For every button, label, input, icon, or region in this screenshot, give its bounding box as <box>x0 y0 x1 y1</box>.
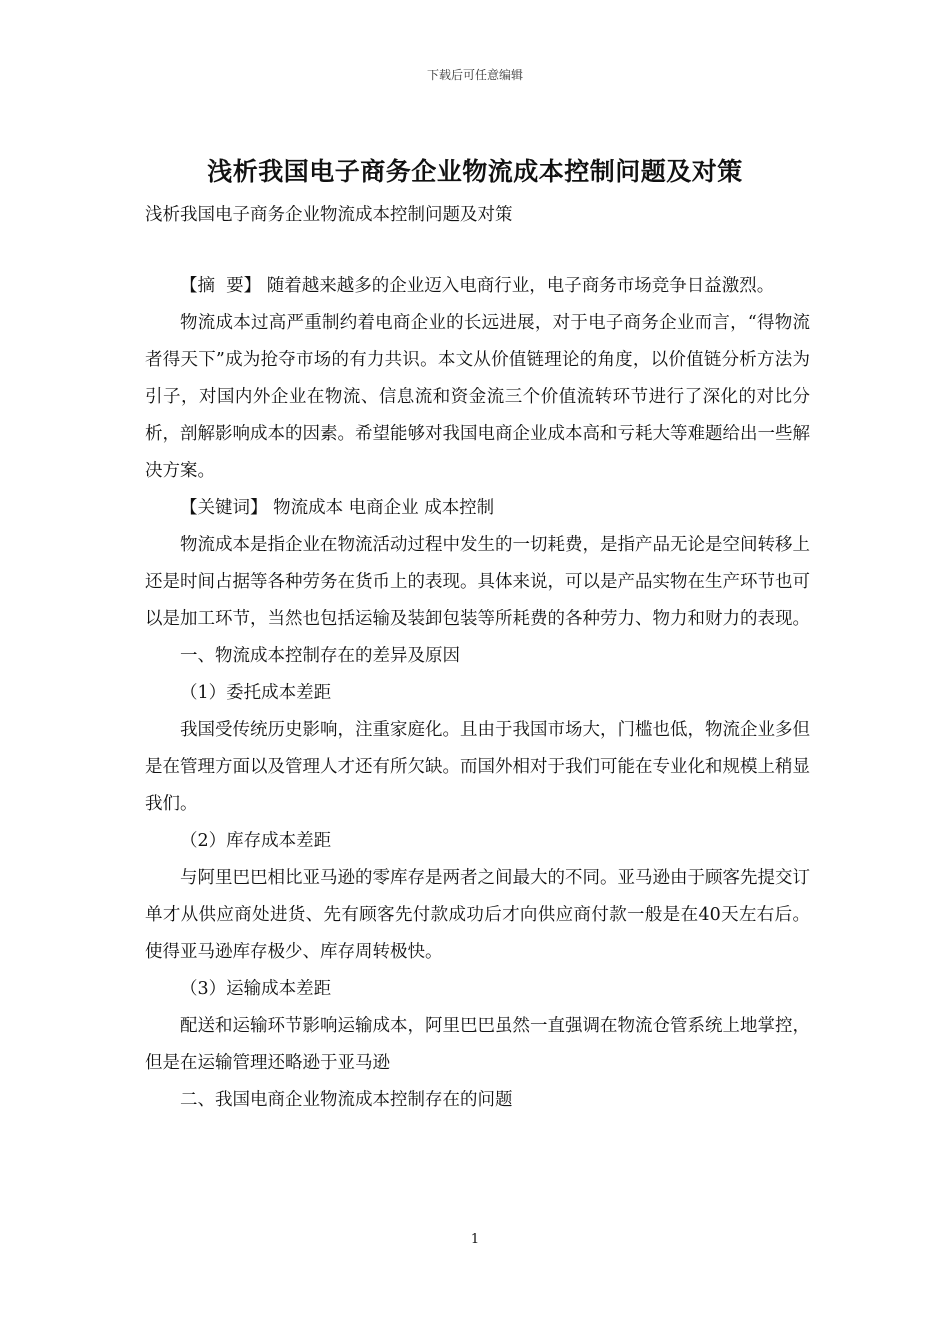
document-title: 浅析我国电子商务企业物流成本控制问题及对策 <box>207 157 743 186</box>
abstract-text: 随着越来越多的企业迈入电商行业，电子商务市场竞争日益激烈。 <box>261 276 775 296</box>
subsection-heading: （2）库存成本差距 <box>180 831 332 851</box>
keywords-label: 【关键词】 <box>180 498 268 518</box>
document-subtitle: 浅析我国电子商务企业物流成本控制问题及对策 <box>145 205 513 225</box>
section-heading: 二、我国电商企业物流成本控制存在的问题 <box>180 1090 513 1110</box>
body-paragraph: 与阿里巴巴相比亚马逊的零库存是两者之间最大的不同。亚马逊由于顾客先提交订单才从供应商处进货、先有顾客先付款成功后才向供应商付款一般是在40天左右后。使得亚马逊库存极少、库存周转极快。 <box>145 868 810 962</box>
subsection-heading: （1）委托成本差距 <box>180 683 332 703</box>
abstract-label: 【摘 要】 <box>180 276 262 296</box>
body-paragraph: 物流成本过高严重制约着电商企业的长远进展，对于电子商务企业而言，“得物流者得天下”成为抢夺市场的有力共识。本文从价值链理论的角度，以价值链分析方法为引子，对国内外企业在物流、信息流和资金流三个价值流转环节进行了深化的对比分析，剖解影响成本的因素。希望能够对我国电商企业成本高和亏耗大等难题给出一些解决方案。 <box>145 313 810 481</box>
subsection-heading: （3）运输成本差距 <box>180 979 332 999</box>
body-paragraph: 我国受传统历史影响，注重家庭化。且由于我国市场大，门槛也低，物流企业多但是在管理方面以及管理人才还有所欠缺。而国外相对于我们可能在专业化和规模上稍显我们。 <box>145 720 810 814</box>
keywords-paragraph <box>145 490 810 527</box>
page-header: 下载后可任意编辑 <box>426 68 523 82</box>
keywords-text: 物流成本 电商企业 成本控制 <box>267 498 495 518</box>
abstract-paragraph <box>145 268 810 305</box>
body-paragraph: 配送和运输环节影响运输成本，阿里巴巴虽然一直强调在物流仓管系统上地掌控，但是在运输管理还略逊于亚马逊 <box>145 1016 810 1073</box>
document-body <box>145 268 810 1119</box>
page-number: 1 <box>470 1232 480 1247</box>
section-heading: 一、物流成本控制存在的差异及原因 <box>180 646 460 666</box>
body-paragraph: 物流成本是指企业在物流活动过程中发生的一切耗费，是指产品无论是空间转移上还是时间占据等各种劳务在货币上的表现。具体来说，可以是产品实物在生产环节也可以是加工环节，当然也包括运输及装卸包装等所耗费的各种劳力、物力和财力的表现。 <box>145 535 810 629</box>
